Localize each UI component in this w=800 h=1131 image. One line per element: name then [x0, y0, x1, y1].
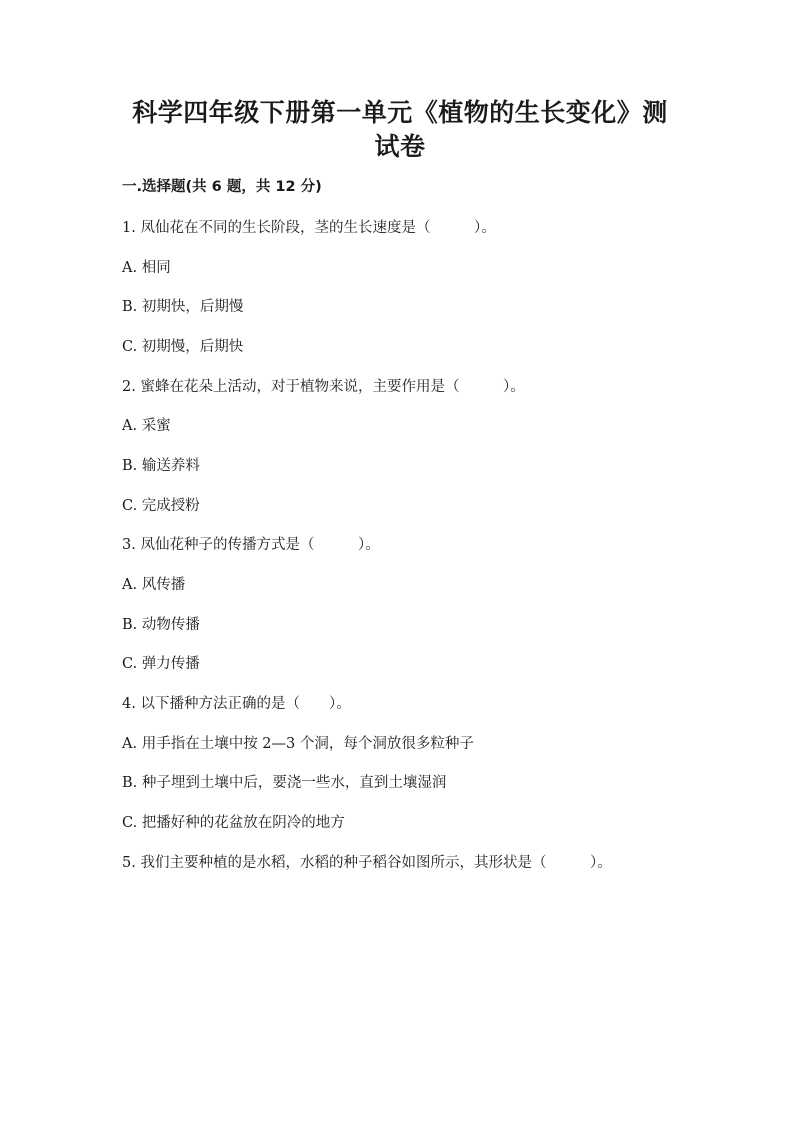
- question-1-option-b: B. 初期快，后期慢: [122, 299, 244, 315]
- question-stem-1: 1. 凤仙花在不同的生长阶段，茎的生长速度是（ ）。: [122, 220, 496, 236]
- section-heading: 一.选择题(共 6 题，共 12 分): [122, 179, 322, 195]
- question-3-option-c: C. 弹力传播: [122, 656, 200, 672]
- question-stem-5: 5. 我们主要种植的是水稻，水稻的种子稻谷如图所示，其形状是（ ）。: [122, 855, 612, 871]
- document-title: 科学四年级下册第一单元《植物的生长变化》测试卷: [132, 98, 668, 161]
- question-3-option-a: A. 风传播: [122, 577, 186, 593]
- question-stem-2: 2. 蜜蜂在花朵上活动，对于植物来说，主要作用是（ ）。: [122, 379, 525, 395]
- question-4-option-c: C. 把播好种的花盆放在阴冷的地方: [122, 815, 345, 831]
- question-2-option-b: B. 输送养料: [122, 458, 200, 474]
- question-2-option-a: A. 采蜜: [122, 418, 171, 434]
- question-1-option-a: A. 相同: [122, 260, 171, 276]
- question-3-option-b: B. 动物传播: [122, 617, 200, 633]
- question-4-option-b: B. 种子埋到土壤中后，要浇一些水，直到土壤湿润: [122, 775, 447, 791]
- question-stem-4: 4. 以下播种方法正确的是（ ）。: [122, 696, 351, 712]
- question-stem-3: 3. 凤仙花种子的传播方式是（ ）。: [122, 537, 380, 553]
- question-4-option-a: A. 用手指在土壤中按 2—3 个洞，每个洞放很多粒种子: [122, 736, 474, 752]
- question-2-option-c: C. 完成授粉: [122, 498, 200, 514]
- question-1-option-c: C. 初期慢，后期快: [122, 339, 244, 355]
